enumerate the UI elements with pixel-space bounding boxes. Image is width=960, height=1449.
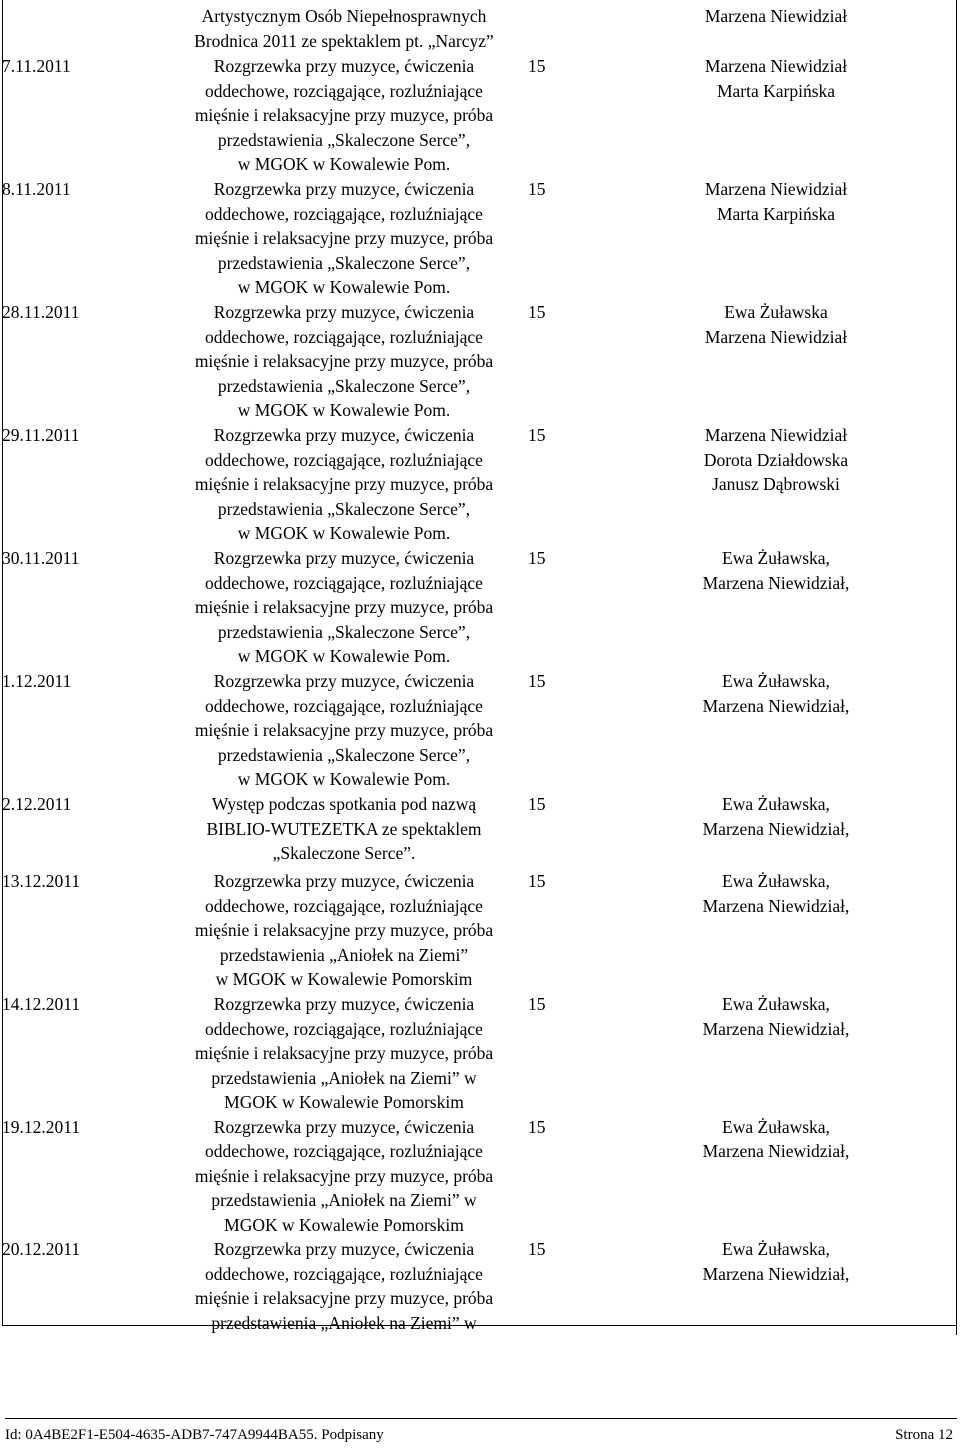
description-line: oddechowe, rozciągające, rozluźniające [205,572,483,593]
description-line: mięśnie i relaksacyjne przy muzyce, próba [194,1043,494,1063]
date-text: 1.12.2011 [2,671,72,691]
table-row [2,54,957,177]
description-line: oddechowe, rozciągające, rozluźniające [205,1141,483,1161]
date-cell [2,0,160,54]
date-cell [2,992,160,1115]
persons-cell [596,992,957,1115]
person-name: Marta Karpińska [716,203,836,224]
description-cell [160,177,528,300]
description-cell [160,300,528,423]
persons-cell [596,1115,957,1238]
person-name: Ewa Żuławska, [722,994,830,1014]
person-name: Marzena Niewidział [704,179,848,199]
description-cell [160,546,528,669]
description-line: przedstawienia „Skaleczone Serce”, [217,129,471,150]
person-name: Ewa Żuławska, [722,794,830,814]
table-row [2,792,957,869]
person-name: Dorota Działdowska [703,449,849,470]
persons-cell [596,423,957,546]
date-text: 30.11.2011 [2,548,80,568]
description-line: oddechowe, rozciągające, rozluźniające [205,80,483,101]
person-name: Ewa Żuławska, [722,1239,830,1259]
hours-cell [528,669,596,792]
person-name: Marzena Niewidział, [702,895,850,916]
description-line: mięśnie i relaksacyjne przy muzyce, próba [194,597,494,617]
hours-text: 15 [528,1239,546,1259]
hours-text: 15 [528,1116,546,1137]
description-line: oddechowe, rozciągające, rozluźniające [205,695,483,716]
description-cell [160,992,528,1115]
page-number: Strona 12 [895,1427,953,1443]
table-row [2,546,957,669]
description-line: w MGOK w Kowalewie Pom. [237,523,451,543]
description-line: Rozgrzewka przy muzyce, ćwiczenia [213,1239,475,1259]
description-line: przedstawienia „Aniołek na Ziemi” w [211,1312,477,1333]
description-line: w MGOK w Kowalewie Pomorskim [215,969,473,989]
description-line: mięśnie i relaksacyjne przy muzyce, próba [194,720,494,740]
hours-cell [528,423,596,546]
description-line: mięśnie i relaksacyjne przy muzyce, próba [194,920,494,940]
person-name: Marzena Niewidział [704,56,848,76]
description-cell [160,869,528,992]
description-line: przedstawienia „Skaleczone Serce”, [217,744,471,765]
persons-cell [596,546,957,669]
description-line: mięśnie i relaksacyjne przy muzyce, próba [194,351,494,371]
description-line: Rozgrzewka przy muzyce, ćwiczenia [213,871,475,891]
description-line: w MGOK w Kowalewie Pom. [237,154,451,174]
description-line: Rozgrzewka przy muzyce, ćwiczenia [213,994,475,1014]
person-name: Marzena Niewidział, [702,572,850,593]
hours-text: 15 [528,425,546,445]
date-text: 8.11.2011 [2,179,71,199]
date-text: 28.11.2011 [2,302,80,322]
page-footer [5,1418,957,1445]
date-cell [2,1237,160,1335]
hours-text: 15 [528,871,546,891]
date-text: 2.12.2011 [2,794,72,814]
table-row [2,0,957,54]
table-row [2,300,957,423]
hours-cell [528,54,596,177]
table-row [2,669,957,792]
description-line: Rozgrzewka przy muzyce, ćwiczenia [213,302,475,322]
person-name: Ewa Żuławska, [722,548,830,568]
date-text: 29.11.2011 [2,425,80,445]
description-line: Występ podczas spotkania pod nazwą [211,794,477,814]
date-text: 13.12.2011 [2,871,81,891]
description-line: Brodnica 2011 ze spektaklem pt. „Narcyz” [194,30,494,51]
hours-cell [528,300,596,423]
hours-text: 15 [528,56,546,76]
description-cell [160,1115,528,1238]
description-line: mięśnie i relaksacyjne przy muzyce, próba [194,1165,494,1186]
date-cell [2,669,160,792]
hours-text: 15 [528,671,546,691]
date-text: 7.11.2011 [2,56,71,76]
description-line: mięśnie i relaksacyjne przy muzyce, próba [194,1288,494,1308]
description-line: przedstawienia „Skaleczone Serce”, [217,252,471,273]
person-name: Ewa Żuławska, [722,671,830,691]
description-line: przedstawienia „Skaleczone Serce”, [217,621,471,642]
hours-text: 15 [528,302,546,322]
table-row [2,992,957,1115]
person-name: Marzena Niewidział, [702,818,850,839]
description-line: Rozgrzewka przy muzyce, ćwiczenia [213,56,475,76]
date-cell [2,300,160,423]
persons-cell [596,792,957,869]
description-line: mięśnie i relaksacyjne przy muzyce, próba [194,228,494,248]
persons-cell [596,177,957,300]
description-line: oddechowe, rozciągające, rozluźniające [205,1263,483,1284]
description-line: w MGOK w Kowalewie Pom. [237,277,451,297]
hours-text: 15 [528,994,546,1014]
person-name: Marzena Niewidział [704,425,848,445]
hours-text: 15 [528,179,546,199]
description-line: Artystycznym Osób Niepełnosprawnych [201,6,487,26]
date-text: 20.12.2011 [2,1239,81,1259]
description-line: Rozgrzewka przy muzyce, ćwiczenia [213,425,475,445]
date-cell [2,54,160,177]
person-name: Marzena Niewidział, [702,1141,850,1161]
description-line: w MGOK w Kowalewie Pom. [237,400,451,420]
description-cell [160,1237,528,1335]
description-line: oddechowe, rozciągające, rozluźniające [205,1018,483,1039]
date-cell [2,792,160,869]
description-cell [160,423,528,546]
hours-cell [528,869,596,992]
person-name: Marzena Niewidział [704,6,848,26]
hours-cell [528,177,596,300]
description-cell [160,54,528,177]
description-line: mięśnie i relaksacyjne przy muzyce, próba [194,105,494,125]
person-name: Janusz Dąbrowski [712,474,840,494]
hours-cell [528,1237,596,1335]
description-line: MGOK w Kowalewie Pomorskim [224,1092,464,1112]
description-line: oddechowe, rozciągające, rozluźniające [205,895,483,916]
hours-text: 15 [528,794,546,814]
description-cell [160,792,528,869]
hours-cell [528,992,596,1115]
table-row [2,1115,957,1238]
person-name: Marzena Niewidział, [702,1263,850,1284]
hours-text: 15 [528,548,546,568]
date-cell [2,177,160,300]
description-line: oddechowe, rozciągające, rozluźniające [205,326,483,347]
date-text: 14.12.2011 [2,994,81,1014]
persons-cell [596,0,957,54]
description-line: oddechowe, rozciągające, rozluźniające [205,449,483,470]
description-line: Rozgrzewka przy muzyce, ćwiczenia [213,671,475,691]
description-line: oddechowe, rozciągające, rozluźniające [205,203,483,224]
table-row [2,1237,957,1335]
description-line: w MGOK w Kowalewie Pom. [237,646,451,666]
description-line: MGOK w Kowalewie Pomorskim [224,1214,464,1235]
description-line: mięśnie i relaksacyjne przy muzyce, próba [194,474,494,494]
table-row [2,869,957,992]
description-cell [160,0,528,54]
description-line: przedstawienia „Aniołek na Ziemi” w [211,1190,477,1210]
date-cell [2,546,160,669]
persons-cell [596,300,957,423]
table-row [2,177,957,300]
description-line: Rozgrzewka przy muzyce, ćwiczenia [213,179,475,199]
schedule-table-body [2,0,957,1335]
description-line: „Skaleczone Serce”. [272,843,416,863]
description-line: przedstawienia „Aniołek na Ziemi” [219,944,469,965]
hours-cell [528,1115,596,1238]
date-cell [2,1115,160,1238]
person-name: Marzena Niewidział [704,326,848,347]
person-name: Marta Karpińska [716,80,836,101]
date-cell [2,869,160,992]
person-name: Ewa Żuławska, [722,871,830,891]
document-id: Id: 0A4BE2F1-E504-4635-ADB7-747A9944BA55. Podpisany [5,1427,384,1443]
description-line: Rozgrzewka przy muzyce, ćwiczenia [213,1116,475,1137]
description-line: w MGOK w Kowalewie Pom. [237,769,451,789]
description-line: przedstawienia „Skaleczone Serce”, [217,498,471,519]
hours-cell [528,0,596,54]
persons-cell [596,1237,957,1335]
description-cell [160,669,528,792]
person-name: Ewa Żuławska, [722,1116,830,1137]
hours-cell [528,546,596,669]
description-line: BIBLIO-WUTEZETKA ze spektaklem [206,818,482,839]
date-cell [2,423,160,546]
date-text: 19.12.2011 [2,1116,81,1137]
person-name: Marzena Niewidział, [702,1018,850,1039]
table-border-bottom [2,1325,957,1326]
table-row [2,423,957,546]
schedule-table [2,0,957,1335]
person-name: Marzena Niewidział, [702,695,850,716]
description-line: przedstawienia „Aniołek na Ziemi” w [211,1067,477,1088]
hours-cell [528,792,596,869]
persons-cell [596,869,957,992]
description-line: przedstawienia „Skaleczone Serce”, [217,375,471,396]
person-name: Ewa Żuławska [724,302,828,322]
persons-cell [596,669,957,792]
persons-cell [596,54,957,177]
description-line: Rozgrzewka przy muzyce, ćwiczenia [213,548,475,568]
